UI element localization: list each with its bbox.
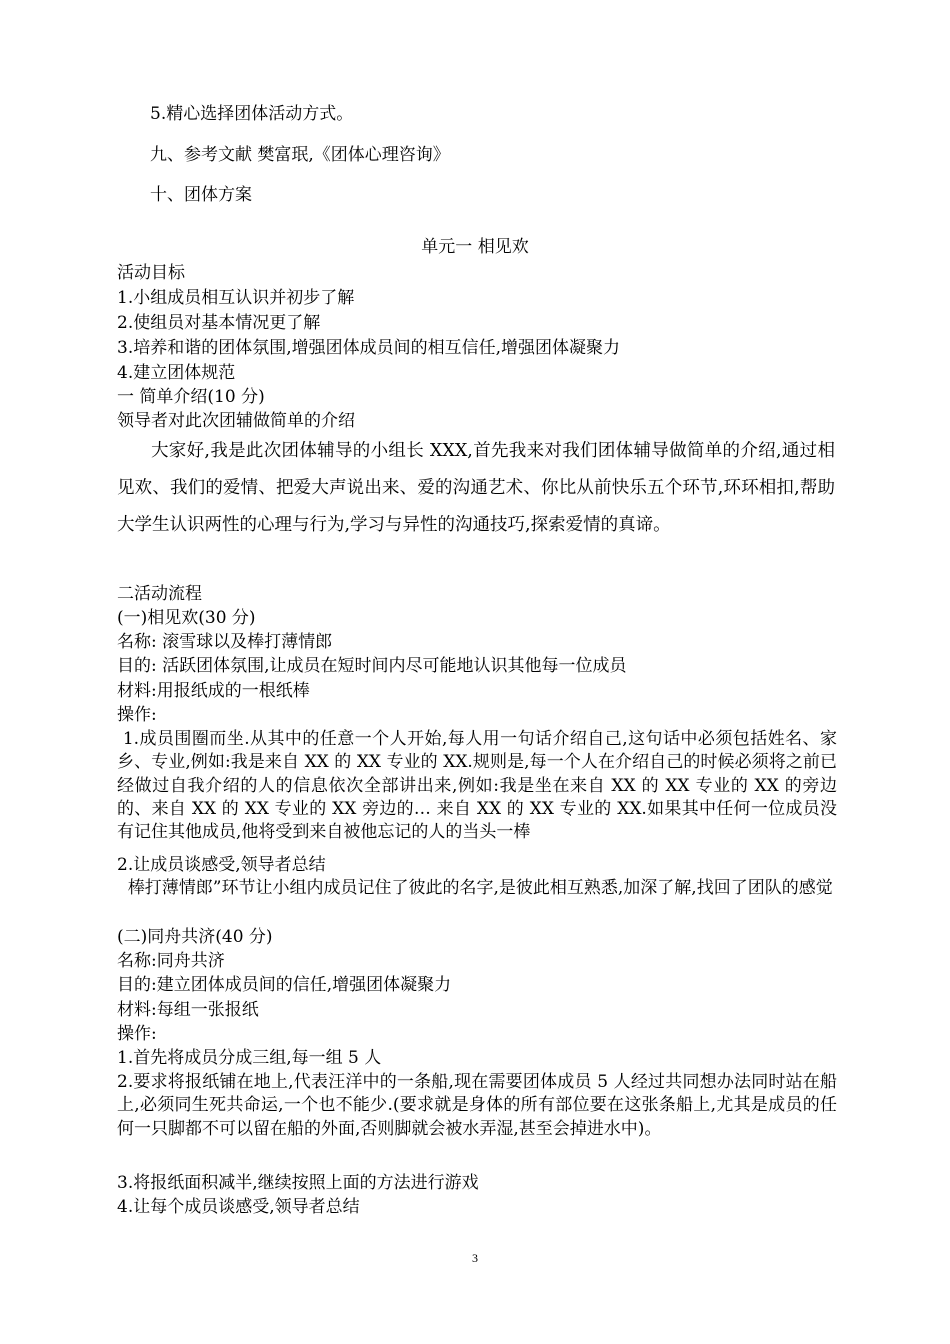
references-line: 九、参考文献 樊富珉,《团体心理咨询》 bbox=[150, 145, 450, 165]
activity2-name: 名称:同舟共济 bbox=[117, 951, 225, 971]
activity1-step2: 2.让成员谈感受,领导者总结 bbox=[117, 855, 326, 875]
section2-heading: 二活动流程 bbox=[117, 584, 202, 604]
unit-title: 单元一 相见欢 bbox=[421, 237, 529, 257]
goal-item: 3.培养和谐的团体氛围,增强团体成员间的相互信任,增强团体凝聚力 bbox=[117, 338, 621, 358]
goal-item: 1.小组成员相互认识并初步了解 bbox=[117, 288, 355, 308]
activity1-summary: 棒打薄情郎”环节让小组内成员记住了彼此的名字,是彼此相互熟悉,加深了解,找回了团队的感觉 bbox=[117, 878, 833, 898]
activity2-step3: 3.将报纸面积减半,继续按照上面的方法进行游戏 bbox=[117, 1173, 479, 1193]
activity2-purpose: 目的:建立团体成员间的信任,增强团体凝聚力 bbox=[117, 975, 452, 995]
activity2-material: 材料:每组一张报纸 bbox=[117, 1000, 259, 1020]
activity2-step2: 2.要求将报纸铺在地上,代表汪洋中的一条船,现在需要团体成员 5 人经过共同想办法同时站在船上,必须同生死共命运,一个也不能少.(要求就是身体的所有部位要在这张条船上,尤其是成员的任何一只脚都不可以留在船的外面,否则脚就会被水弄湿,甚至会掉进水中)。 bbox=[117, 1072, 837, 1139]
section1-subheading: 领导者对此次团辅做简单的介绍 bbox=[117, 411, 355, 431]
goal-item: 4.建立团体规范 bbox=[117, 363, 236, 383]
activity1-material: 材料:用报纸成的一根纸棒 bbox=[117, 681, 310, 701]
activity1-name: 名称: 滚雪球以及棒打薄情郎 bbox=[117, 632, 333, 652]
activity1-purpose: 目的: 活跃团体氛围,让成员在短时间内尽可能地认识其他每一位成员 bbox=[117, 656, 627, 676]
activity2-step1: 1.首先将成员分成三组,每一组 5 人 bbox=[117, 1048, 382, 1068]
activity2-step4: 4.让每个成员谈感受,领导者总结 bbox=[117, 1197, 360, 1217]
goals-heading: 活动目标 bbox=[117, 263, 185, 283]
activity1-title: (一)相见欢(30 分) bbox=[117, 608, 256, 628]
goal-item: 2.使组员对基本情况更了解 bbox=[117, 313, 321, 333]
activity2-operation-label: 操作: bbox=[117, 1024, 157, 1044]
section1-heading: 一 简单介绍(10 分) bbox=[117, 387, 265, 407]
intro-speech-paragraph: 大家好,我是此次团体辅导的小组长 XXX,首先我来对我们团体辅导做简单的介绍,通过相见欢、我们的爱情、把爱大声说出来、爱的沟通艺术、你比从前快乐五个环节,环环相扣,帮助大学生认识两性的心理与行为,学习与异性的沟通技巧,探索爱情的真谛。 bbox=[117, 441, 835, 535]
activity2-title: (二)同舟共济(40 分) bbox=[117, 927, 273, 947]
page-number: 3 bbox=[472, 1251, 478, 1265]
list-item-5: 5.精心选择团体活动方式。 bbox=[150, 104, 354, 124]
activity1-operation-label: 操作: bbox=[117, 705, 157, 725]
activity1-step1: 1.成员围圈而坐.从其中的任意一个人开始,每人用一句话介绍自己,这句话中必须包括姓名、家乡、专业,例如:我是来自 XX 的 XX 专业的 XX.规则是,每一个人在介绍自己的时候必须将之前已经做过自我介绍的人的信息依次全部讲出来,例如:我是坐在来自 XX 的 XX 专业的 XX 的旁边的、来自 XX 的 XX 专业的 XX 旁边的… 来自 XX 的 XX 专业的 XX.如果其中任何一位成员没有记住其他成员,他将受到来自被他忘记的人的当头一棒 bbox=[117, 729, 837, 843]
group-plan-heading: 十、团体方案 bbox=[150, 185, 252, 205]
